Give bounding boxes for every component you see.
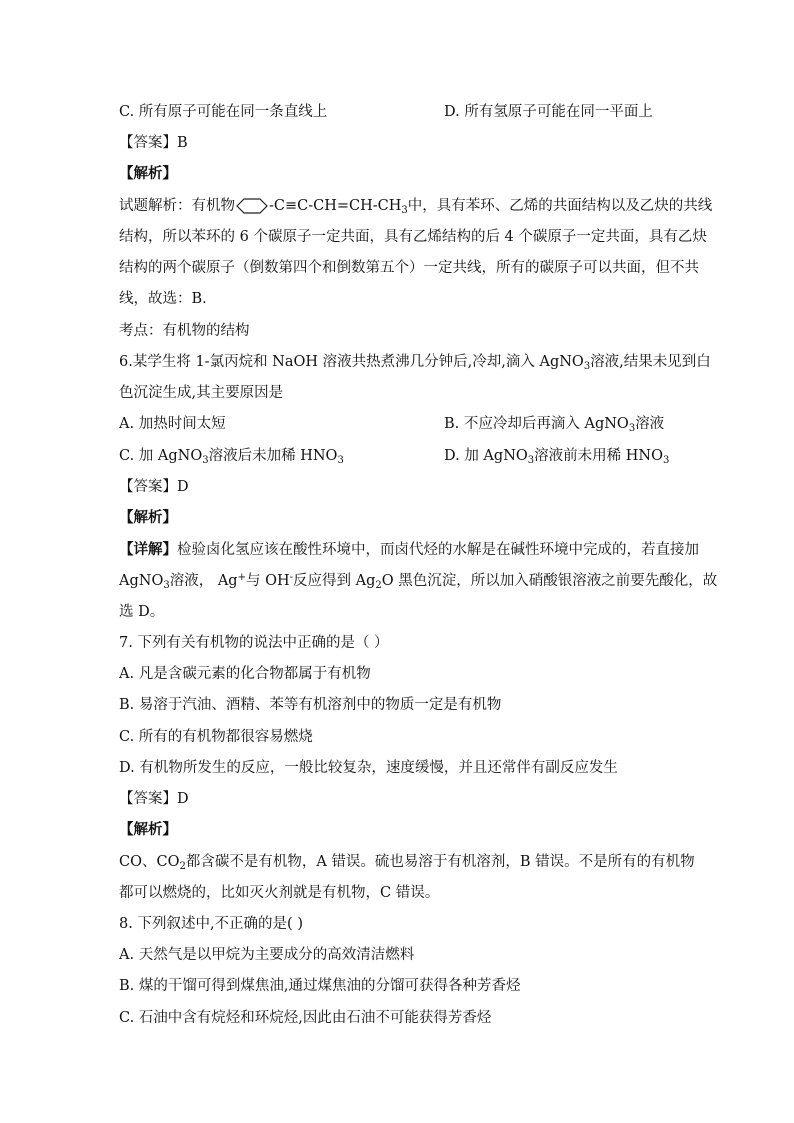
q7-analysis-line1-a: CO、CO — [119, 854, 180, 870]
q5-analysis-formula-sub: 3 — [401, 205, 408, 216]
q7-analysis-line2: 都可以燃烧的，比如灭火剂就是有机物，C 错误。 — [119, 885, 440, 901]
q5-kaodian: 考点：有机物的结构 — [119, 323, 250, 339]
q5-analysis-line1-post: 中，具有苯环、乙烯的共面结构以及乙炔的共线 — [407, 198, 713, 214]
q6-stem-line1-sub: 3 — [583, 361, 591, 372]
q6-detail-line2-sup1: + — [237, 572, 246, 583]
q6-detail-line2-e: O 黑色沉淀，所以加入硝酸银溶液之前要先酸化，故 — [381, 573, 718, 589]
q6-option-d-sub2: 3 — [662, 455, 670, 466]
q6-option-c-a: C. 加 AgNO — [119, 448, 203, 464]
q6-answer: 【答案】D — [119, 479, 189, 495]
q6-stem-line2: 色沉淀生成,其主要原因是 — [119, 385, 284, 401]
q7-answer: 【答案】D — [119, 791, 189, 807]
q5-analysis-line2: 结构，所以苯环的 6 个碳原子一定共面，具有乙烯结构的后 4 个碳原子一定共面，具有乙炔 — [119, 229, 707, 245]
q6-option-c-sub2: 3 — [337, 455, 344, 466]
q6-detail-line3: 选 D。 — [119, 604, 165, 620]
q7-analysis-line1-b: 都含碳不是有机物，A 错误。硫也易溶于有机溶剂，B 错误。不是所有的有机物 — [185, 854, 695, 870]
q6-stem-line1 — [119, 352, 711, 372]
q6-stem-line1-a: 6.某学生将 1-氯丙烷和 NaOH 溶液共热煮沸几分钟后,冷却,滴入 AgNO — [119, 354, 584, 370]
q5-analysis-heading: 【解析】 — [119, 165, 177, 182]
q6-detail-line2-sub2: 2 — [375, 580, 382, 591]
q6-detail-line2-b: 溶液， Ag — [169, 573, 238, 589]
q6-option-c — [119, 446, 344, 466]
q6-option-b-b: 溶液 — [635, 416, 665, 432]
q7-option-a: A. 凡是含碳元素的化合物都属于有机物 — [119, 666, 371, 682]
q7-analysis-line1 — [119, 852, 695, 872]
q6-detail-tag: 【详解】 — [119, 541, 177, 558]
q5-analysis-line1-pre: 试题解析：有机物 — [119, 198, 235, 214]
q7-analysis-line1-sub: 2 — [179, 861, 186, 872]
q8-option-c: C. 石油中含有烷烃和环烷烃,因此由石油不可能获得芳香烃 — [119, 1010, 492, 1026]
q5-analysis-formula: -C≡C-CH=CH-CH — [269, 198, 402, 214]
q5-analysis-line3: 结构的两个碳原子（倒数第四个和倒数第五个）一定共线，所有的碳原子可以共面，但不共 — [119, 260, 699, 276]
q7-option-d: D. 有机物所发生的反应，一般比较复杂，速度缓慢，并且还常伴有副反应发生 — [119, 760, 618, 776]
benzene-ring-icon — [235, 198, 269, 214]
q5-analysis-line1 — [119, 196, 712, 216]
q5-answer: 【答案】B — [119, 135, 188, 151]
q6-option-d-b: 溶液前未用稀 HNO — [534, 448, 663, 464]
q5-option-c: C. 所有原子可能在同一条直线上 — [119, 104, 328, 120]
q5-analysis-line4: 线，故选：B． — [119, 291, 217, 307]
q6-option-d-a: D. 加 AgNO — [444, 448, 528, 464]
q8-stem: 8. 下列叙述中,不正确的是( ) — [119, 916, 303, 932]
q6-stem-line1-b: 溶液,结果未见到白 — [590, 354, 711, 370]
q6-detail-line1-text: 检验卤化氢应该在酸性环境中，而卤代烃的水解是在碱性环境中完成的，若直接加 — [177, 542, 699, 558]
q6-detail-line2-sub: 3 — [163, 580, 170, 591]
q8-option-b: B. 煤的干馏可得到煤焦油,通过煤焦油的分馏可获得各种芳香烃 — [119, 978, 521, 994]
q6-detail-line1 — [119, 540, 699, 560]
q7-option-b: B. 易溶于汽油、酒精、苯等有机溶剂中的物质一定是有机物 — [119, 697, 502, 713]
q6-detail-line2-d: 反应得到 Ag — [293, 573, 376, 589]
q6-option-b — [444, 414, 664, 434]
q6-detail-line2-c: 与 OH — [245, 573, 290, 589]
q6-option-c-sub1: 3 — [202, 455, 209, 466]
q7-option-c: C. 所有的有机物都很容易燃烧 — [119, 729, 313, 745]
q6-option-b-sub: 3 — [628, 423, 636, 434]
q6-detail-line2-sup2: - — [289, 572, 294, 583]
q6-option-c-b: 溶液后未加稀 HNO — [208, 448, 338, 464]
q6-detail-line2-a: AgNO — [119, 573, 164, 589]
q6-option-b-a: B. 不应冷却后再滴入 AgNO — [444, 416, 629, 432]
q6-detail-line2 — [119, 571, 717, 591]
q5-option-d: D. 所有氢原子可能在同一平面上 — [444, 104, 653, 120]
q7-stem: 7. 下列有关有机物的说法中正确的是（ ） — [119, 635, 389, 651]
q6-option-a: A. 加热时间太短 — [119, 416, 226, 432]
q6-analysis-heading: 【解析】 — [119, 509, 177, 526]
q7-analysis-heading: 【解析】 — [119, 821, 177, 838]
q6-option-d-sub1: 3 — [527, 455, 535, 466]
q6-option-d — [444, 446, 669, 466]
q8-option-a: A. 天然气是以甲烷为主要成分的高效清洁燃料 — [119, 947, 415, 963]
